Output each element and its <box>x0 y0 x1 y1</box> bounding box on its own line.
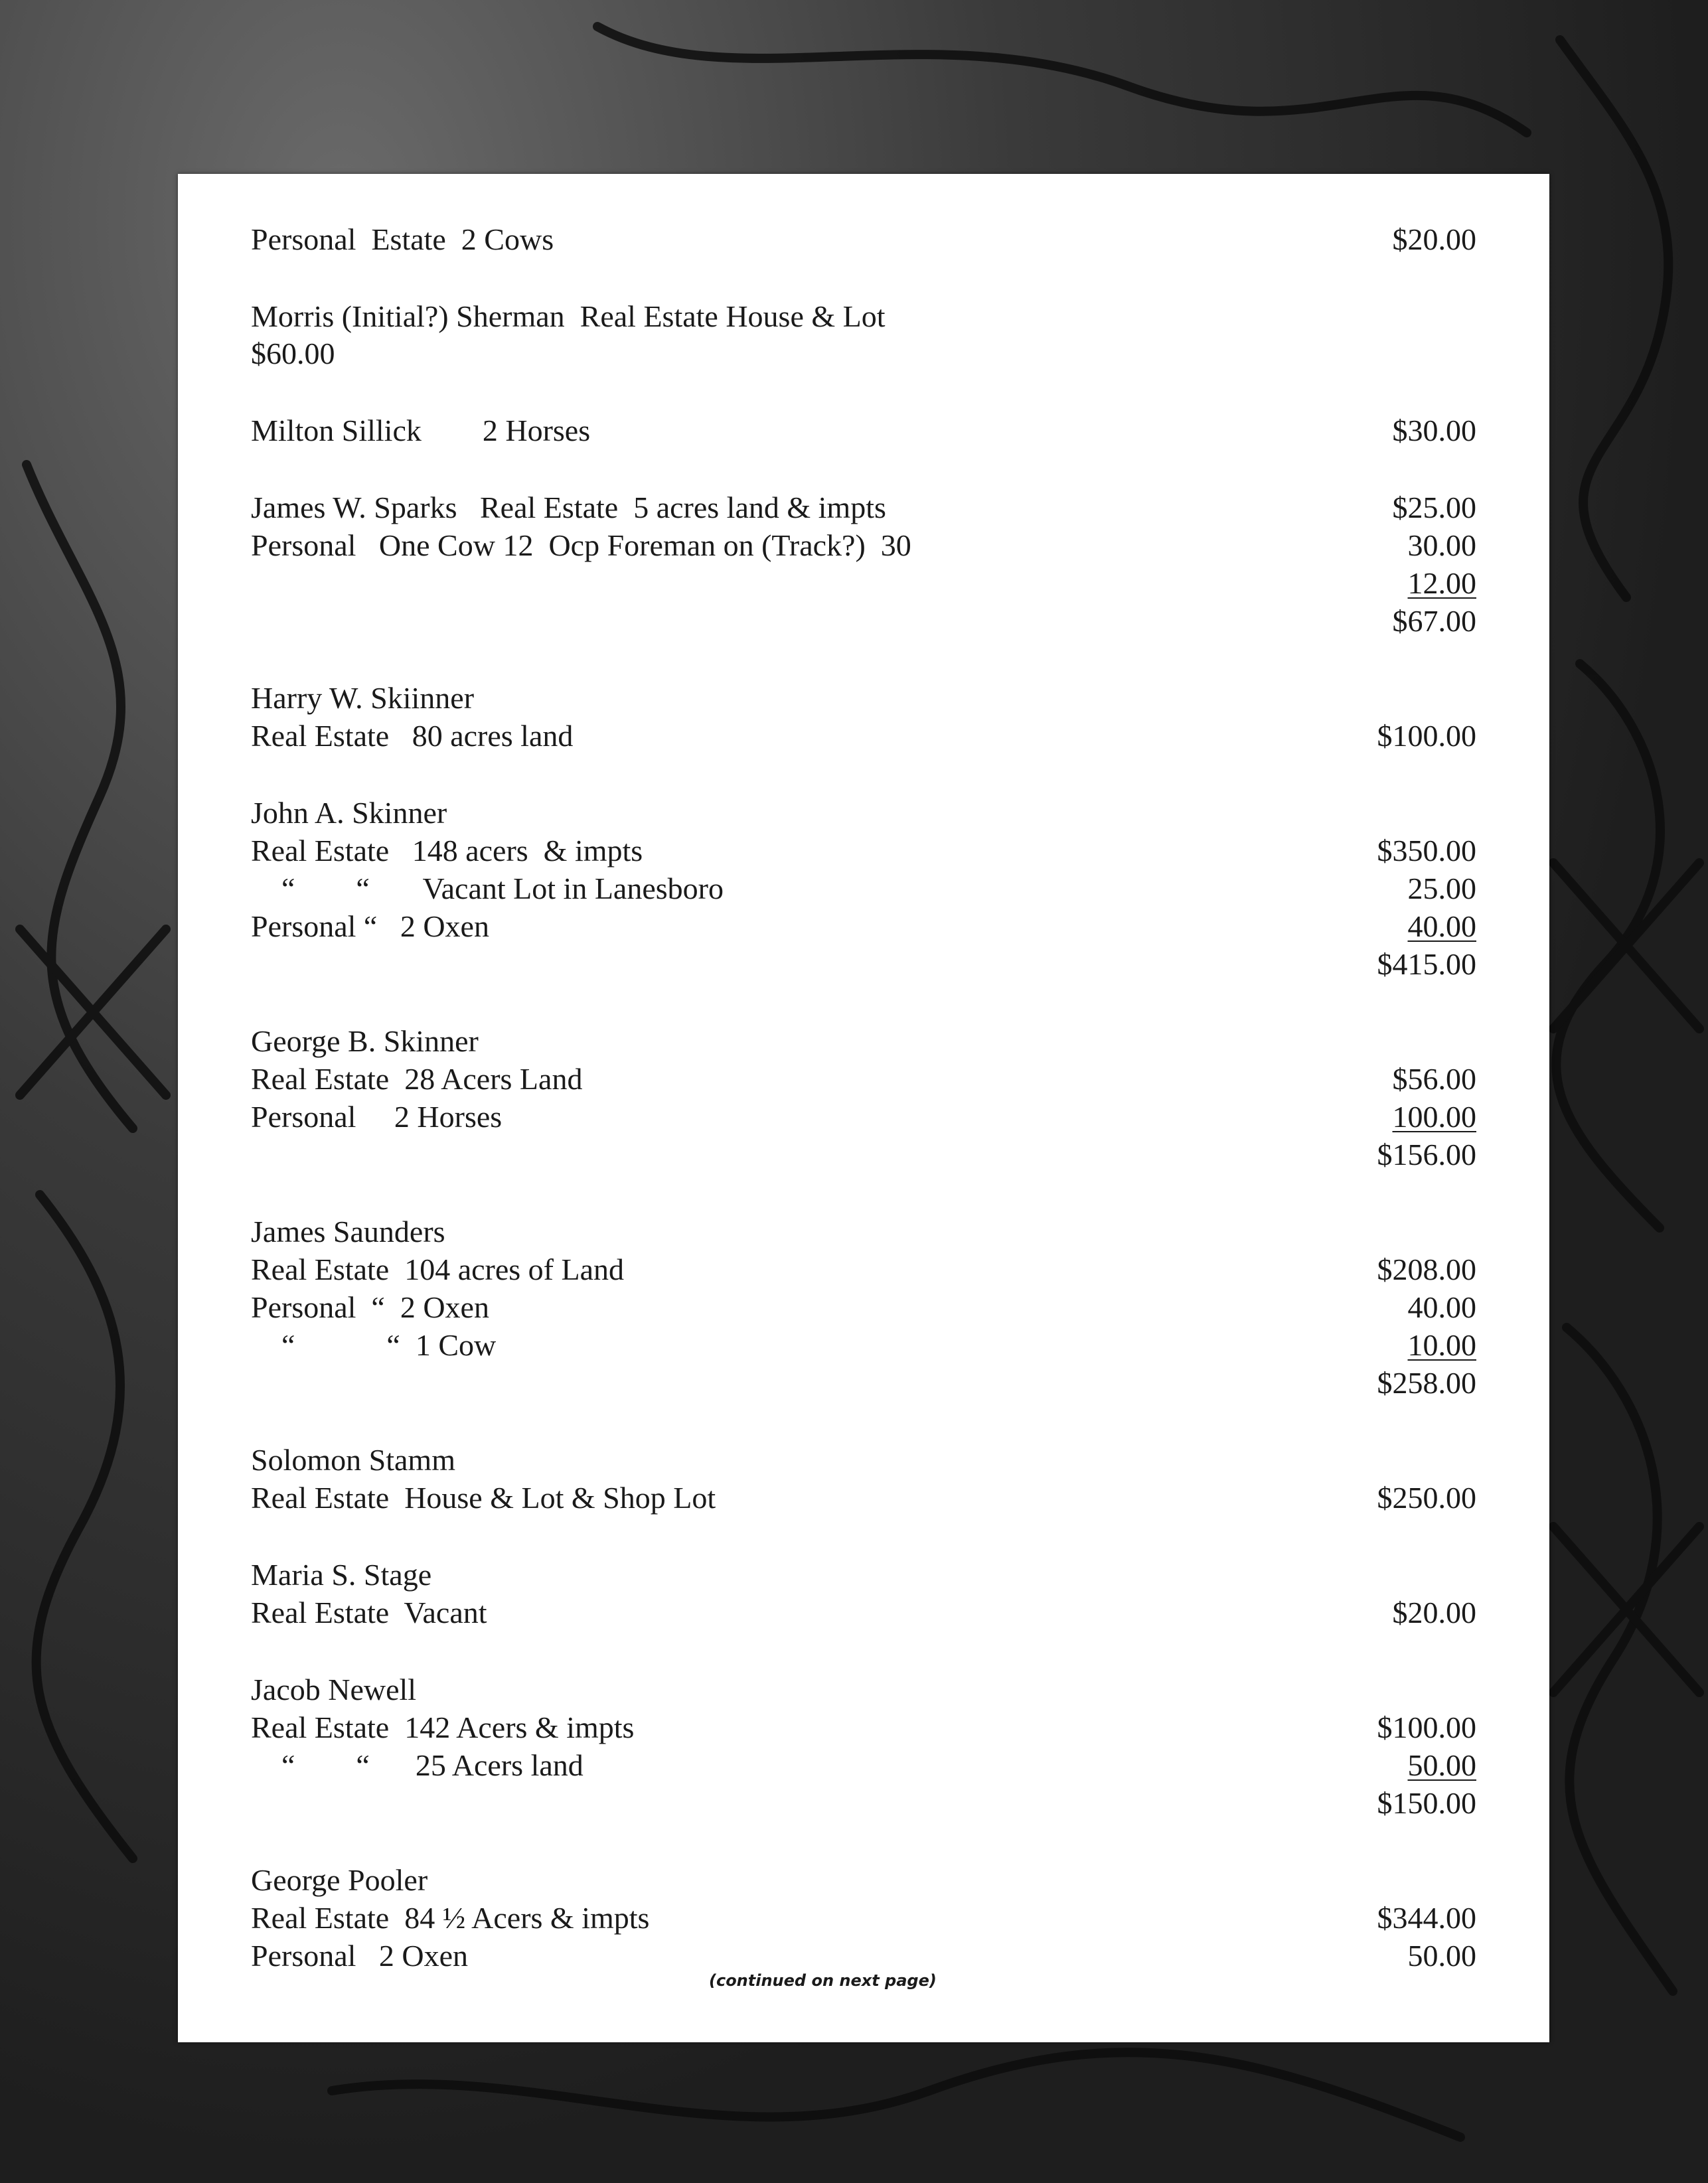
ledger-line <box>251 1441 1476 1479</box>
entry-amount: 30.00 <box>1407 528 1476 562</box>
entry-text: Personal One Cow 12 Ocp Foreman on (Track?) 30 <box>251 528 911 562</box>
entry-amount: $415.00 <box>1377 947 1476 981</box>
entry-text: Harry W. Skiinner <box>251 681 475 715</box>
ledger-line <box>251 907 1476 946</box>
entry-text: Personal 2 Oxen <box>251 1939 469 1973</box>
entry-amount: $150.00 <box>1377 1786 1476 1820</box>
entry-amount: $208.00 <box>1377 1252 1476 1286</box>
entry-text: James W. Sparks Real Estate 5 acres land & impts <box>251 490 886 524</box>
entry-text: Real Estate Vacant <box>251 1596 487 1629</box>
entry-text: Real Estate House & Lot & Shop Lot <box>251 1481 716 1515</box>
entry-text: Personal “ 2 Oxen <box>251 909 489 943</box>
entry-amount: $56.00 <box>1392 1062 1476 1096</box>
entry-text: Maria S. Stage <box>251 1558 432 1592</box>
entry-text: Milton Sillick 2 Horses <box>251 414 591 447</box>
entry-text: Real Estate 28 Acers Land <box>251 1062 583 1096</box>
ledger-line <box>251 335 1476 373</box>
ledger-line <box>251 489 1476 527</box>
entry-text: John A. Skinner <box>251 796 447 830</box>
entry-amount: $258.00 <box>1377 1366 1476 1400</box>
entry-text: “ “ Vacant Lot in Lanesboro <box>251 871 724 905</box>
entry-amount: $344.00 <box>1377 1901 1476 1935</box>
entry-amount: $100.00 <box>1377 719 1476 753</box>
entry-text: $60.00 <box>251 337 335 370</box>
entry-text: Personal Estate 2 Cows <box>251 222 554 256</box>
ledger-line <box>251 1671 1476 1709</box>
ledger-line <box>251 1250 1476 1289</box>
entry-amount: $100.00 <box>1377 1710 1476 1744</box>
entry-text: Jacob Newell <box>251 1673 417 1706</box>
entry-text: Real Estate 80 acres land <box>251 719 574 753</box>
entry-amount: 10.00 <box>1407 1328 1476 1362</box>
ledger-line <box>251 1022 1476 1061</box>
ledger-line <box>251 1899 1476 1937</box>
entry-amount: 100.00 <box>1392 1100 1476 1134</box>
entry-amount: $67.00 <box>1392 604 1476 638</box>
ledger-line <box>251 1326 1476 1365</box>
entry-text: Real Estate 104 acres of Land <box>251 1252 624 1286</box>
entry-text: Real Estate 148 acers & impts <box>251 834 643 867</box>
ledger-line <box>251 1364 1476 1402</box>
entry-text: Personal “ 2 Oxen <box>251 1290 489 1324</box>
ledger-line <box>251 564 1476 603</box>
entry-text: “ “ 1 Cow <box>251 1328 497 1362</box>
entry-amount: $20.00 <box>1392 1596 1476 1629</box>
ledger-line <box>251 1746 1476 1785</box>
ledger-line <box>251 832 1476 870</box>
entry-amount: $20.00 <box>1392 222 1476 256</box>
entry-amount: 25.00 <box>1407 871 1476 905</box>
ledger-line <box>251 1479 1476 1517</box>
continued-note: (continued on next page) <box>709 1971 937 1990</box>
entry-text: Real Estate 142 Acers & impts <box>251 1710 635 1744</box>
entry-amount: 40.00 <box>1407 1290 1476 1324</box>
ledger-line <box>251 1861 1476 1900</box>
ledger-line <box>251 1060 1476 1098</box>
ledger-line <box>251 679 1476 717</box>
entry-amount: 40.00 <box>1407 909 1476 943</box>
ledger-line <box>251 945 1476 984</box>
ledger-line <box>251 1784 1476 1823</box>
ledger-line <box>251 526 1476 565</box>
entry-amount: $156.00 <box>1377 1138 1476 1171</box>
ledger-line <box>251 297 1476 336</box>
entry-text: Solomon Stamm <box>251 1443 455 1477</box>
document-page <box>178 174 1549 2042</box>
ledger-line <box>251 220 1476 259</box>
entry-amount: 12.00 <box>1407 566 1476 600</box>
entry-text: “ “ 25 Acers land <box>251 1748 583 1782</box>
entry-text: Real Estate 84 ½ Acers & impts <box>251 1901 650 1935</box>
entry-text: Personal 2 Horses <box>251 1100 503 1134</box>
entry-amount: $350.00 <box>1377 834 1476 867</box>
ledger-line <box>251 1136 1476 1174</box>
ledger-line <box>251 1937 1476 1975</box>
entry-text: Morris (Initial?) Sherman Real Estate House & Lot <box>251 299 886 333</box>
ledger-line <box>251 1594 1476 1632</box>
entry-text: George B. Skinner <box>251 1024 479 1058</box>
entry-text: George Pooler <box>251 1863 428 1897</box>
entry-amount: $250.00 <box>1377 1481 1476 1515</box>
entry-text: James Saunders <box>251 1215 445 1248</box>
ledger-line <box>251 1708 1476 1747</box>
ledger-line <box>251 1556 1476 1594</box>
entry-amount: 50.00 <box>1407 1939 1476 1973</box>
ledger-line <box>251 1288 1476 1327</box>
entry-amount: $30.00 <box>1392 414 1476 447</box>
ledger-line <box>251 1213 1476 1251</box>
entry-amount: $25.00 <box>1392 490 1476 524</box>
ledger-line <box>251 794 1476 832</box>
entry-amount: 50.00 <box>1407 1748 1476 1782</box>
ledger-line <box>251 412 1476 450</box>
ledger-line <box>251 717 1476 755</box>
ledger-line <box>251 1098 1476 1136</box>
ledger-line <box>251 602 1476 640</box>
ledger-line <box>251 869 1476 908</box>
